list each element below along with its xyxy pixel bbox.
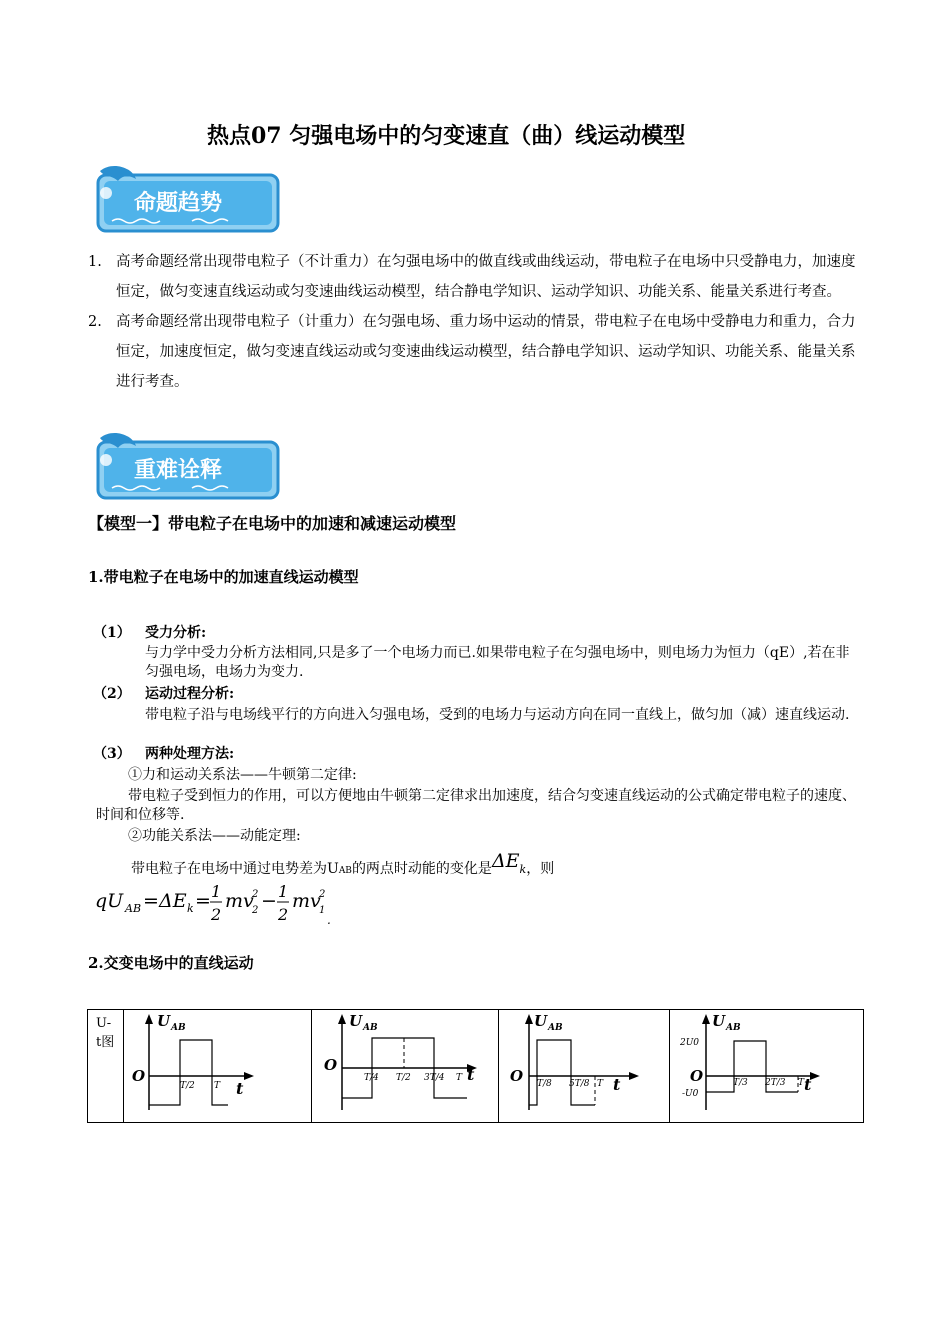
graph-3 [499, 1010, 669, 1118]
x-axis-label: t [804, 1075, 812, 1094]
section-body: 与力学中受力分析方法相同,只是多了一个电场力而已.如果带电粒子在匀强电场中，则电场力为恒力（qE）,若在非匀强电场，电场力为变力. [145, 645, 850, 680]
banner-trend-label: 命题趋势 [134, 191, 223, 216]
section-label: 受力分析: [145, 625, 207, 641]
list-item-text: 高考命题经常出现带电粒子（不计重力）在匀强电场中的做直线或曲线运动，带电粒子在电场中只受静电力，加速度恒定，做匀变速直线运动或匀变速曲线运动模型，结合静电学知识、运动学知识、功能关系、能量关系进行考查。 [116, 254, 856, 300]
section-label: 两种处理方法: [145, 746, 235, 762]
section-number: （3） [93, 746, 131, 762]
list-item-number: 2. [88, 314, 102, 330]
ut-graph-table [87, 1009, 864, 1123]
dolphin-banner-icon [92, 163, 282, 235]
tick-label: T/3 [733, 1078, 748, 1088]
tick-label: T/2 [180, 1081, 195, 1091]
delta-ek-sub: k [519, 863, 527, 876]
list-item [88, 307, 858, 397]
ut-label-cell [88, 1010, 124, 1123]
origin-label: O [510, 1067, 524, 1085]
svg-text:mv: mv [225, 890, 254, 912]
y-axis-label: U [534, 1012, 548, 1030]
dolphin-banner-icon [92, 430, 282, 502]
graph-cell-1 [124, 1010, 312, 1123]
x-axis-label: t [236, 1079, 244, 1098]
method2-subscript: AB [338, 866, 352, 876]
banner-trend [92, 163, 282, 233]
method2-title: ②功能关系法——动能定理: [128, 828, 301, 844]
x-axis-label: t [613, 1075, 621, 1094]
svg-text:2: 2 [319, 889, 326, 900]
y-axis-sub: AB [171, 1023, 186, 1033]
graph-4 [670, 1010, 863, 1118]
subheading-ac: 2.交变电场中的直线运动 [88, 954, 254, 972]
svg-text:.: . [327, 913, 331, 927]
tick-label: T [214, 1081, 221, 1091]
graph-cell-2 [312, 1010, 499, 1123]
banner-key [92, 430, 282, 500]
section-number: （2） [93, 686, 131, 702]
then-text: ，则 [526, 861, 555, 877]
svg-text:2: 2 [252, 905, 259, 916]
tick-label: T/2 [396, 1073, 411, 1083]
origin-label: O [132, 1067, 146, 1085]
formula-svg [95, 876, 345, 928]
origin-label: O [690, 1067, 704, 1085]
y-axis-label: U [349, 1012, 363, 1030]
section-body: 带电粒子沿与电场线平行的方向进入匀强电场，受到的电场力与运动方向在同一直线上，做匀加（减）速直线运动. [145, 707, 850, 723]
method1-title: ①力和运动关系法——牛顿第二定律: [128, 767, 357, 783]
trend-list [88, 247, 858, 397]
svg-text:mv: mv [292, 890, 321, 912]
svg-text:2: 2 [211, 905, 222, 924]
svg-text:AB: AB [125, 902, 142, 915]
y-axis-label: U [712, 1012, 726, 1030]
section-label: 运动过程分析: [145, 686, 235, 702]
graph-cell-4 [670, 1010, 864, 1123]
tick-label: 3T/4 [424, 1073, 445, 1083]
level-label: 2U0 [680, 1038, 700, 1048]
y-axis-label: U [157, 1012, 171, 1030]
list-item [88, 247, 858, 307]
svg-text:1: 1 [211, 882, 222, 901]
model-heading: 【模型一】带电粒子在电场中的加速和减速运动模型 [88, 514, 457, 533]
svg-text:−: − [261, 890, 277, 912]
svg-text:2: 2 [278, 905, 289, 924]
svg-text:ΔE: ΔE [159, 890, 187, 912]
tick-label: T/4 [364, 1073, 379, 1083]
svg-text:k: k [187, 902, 194, 915]
tick-label: 5T/8 [569, 1079, 590, 1089]
subheading-accel: 1.带电粒子在电场中的加速直线运动模型 [88, 568, 359, 586]
level-label: -U0 [682, 1089, 699, 1099]
section-number: （1） [93, 625, 131, 641]
page-title: 热点07 匀强电场中的匀变速直（曲）线运动模型 [207, 123, 686, 149]
x-axis-label: t [467, 1065, 475, 1084]
svg-text:2: 2 [252, 889, 259, 900]
tick-label: T [798, 1078, 805, 1088]
svg-text:=: = [195, 890, 211, 912]
origin-label: O [324, 1056, 338, 1074]
tick-label: 2T/3 [765, 1078, 786, 1088]
ut-label: U-t图 [96, 1016, 115, 1050]
y-axis-sub: AB [363, 1023, 378, 1033]
graph-cell-3 [499, 1010, 670, 1123]
svg-text:1: 1 [278, 882, 289, 901]
tick-label: T [597, 1079, 604, 1089]
method1-body: 带电粒子受到恒力的作用，可以方便地由牛顿第二定律求出加速度，结合匀变速直线运动的公式确定带电粒子的速度、时间和位移等. [96, 788, 856, 823]
list-item-text: 高考命题经常出现带电粒子（计重力）在匀强电场、重力场中运动的情景，带电粒子在电场中受静电力和重力，合力恒定，加速度恒定，做匀变速直线运动或匀变速曲线运动模型，结合静电学知识、运动学知识、功能关系、能量关系进行考查。 [116, 314, 856, 390]
svg-text:=: = [143, 890, 159, 912]
y-axis-sub: AB [726, 1023, 741, 1033]
list-item-number: 1. [88, 254, 102, 270]
banner-key-label: 重难诠释 [134, 458, 223, 483]
graph-2 [312, 1010, 498, 1118]
delta-ek: ΔE [491, 850, 520, 872]
tick-label: T/8 [537, 1079, 552, 1089]
svg-text:qU: qU [95, 890, 124, 912]
y-axis-sub: AB [548, 1023, 563, 1033]
graph-1 [124, 1010, 311, 1118]
svg-text:1: 1 [319, 905, 326, 916]
method2-text-post: 的两点时动能的变化是 [351, 861, 492, 877]
method2-text-pre: 带电粒子在电场中通过电势差为U [131, 861, 339, 877]
kinetic-energy-formula [95, 876, 345, 933]
tick-label: T [456, 1073, 463, 1083]
